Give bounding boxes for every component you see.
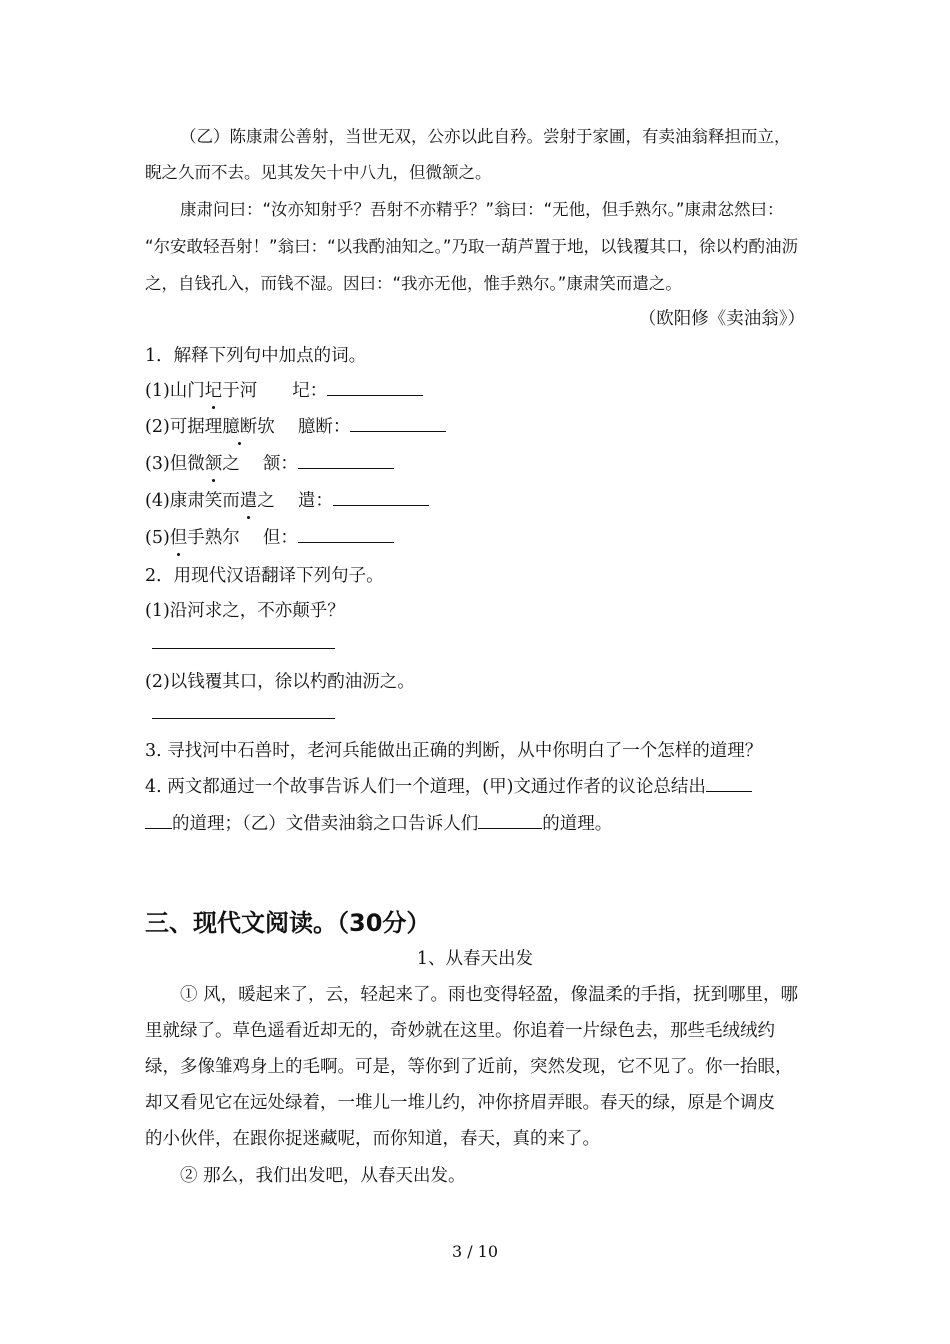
q1-item-4-pre: (4)康肃笑而 (145, 491, 240, 511)
yi-passage-line-4: “尔安敢轻吾射！”翁曰：“以我酌油知之。”乃取一葫芦置于地，以钱覆其口，徐以杓酌油沥 (145, 237, 798, 256)
yi-source: （欧阳修《卖油翁》） (638, 309, 805, 329)
article-p1-line-3: 绿，多像雏鸡身上的毛啊。可是，等你到了近前，突然发现，它不见了。你一抬眼， (145, 1057, 793, 1077)
q1-item-2 (145, 413, 446, 438)
page-number: 3 / 10 (451, 1242, 499, 1261)
yi-passage-line-5: 之，自钱孔入，而钱不湿。因曰：“我亦无他，惟手熟尔。”康肃笑而遣之。 (145, 274, 682, 293)
q1-item-4 (145, 487, 429, 512)
article-p2: ② 那么，我们出发吧，从春天出发。 (180, 1166, 466, 1186)
q2-sentence-2: (2)以钱覆其口，徐以杓酌油沥之。 (145, 672, 415, 692)
q1-item-3-dotted-word: 颔 (205, 450, 223, 475)
q1-item-4-dotted-word: 遣 (240, 487, 258, 512)
q2-sentence-1: (1)沿河求之，不亦颠乎？ (145, 601, 345, 621)
yi-passage-line-3: 康肃问曰：“汝亦知射乎？吾射不亦精乎？”翁曰：“无他，但手熟尔。”康肃忿然曰： (180, 200, 784, 219)
article-p1-line-1: ① 风，暖起来了，云，轻起来了。雨也变得轻盈，像温柔的手指，抚到哪里，哪 (180, 985, 799, 1005)
q3-text: 3. 寻找河中石兽时，老河兵能做出正确的判断，从中你明白了一个怎样的道理？ (145, 741, 763, 761)
q4-line-1-text: 4. 两文都通过一个故事告诉人们一个道理，(甲)文通过作者的议论总结出 (145, 777, 706, 797)
q1-item-1-post: 于河 圮： (222, 381, 328, 401)
q4-line-2-end: 的道理。 (542, 814, 613, 834)
q1-item-3-post: 之 颔： (222, 454, 298, 474)
q2-answer-line-2[interactable] (152, 718, 335, 719)
q1-item-2-dotted-word: 臆断 (222, 413, 257, 438)
yi-passage-line-1: （乙）陈康肃公善射，当世无双，公亦以此自矜。尝射于家圃，有卖油翁释担而立， (180, 127, 791, 146)
q1-item-3 (145, 450, 394, 475)
q1-title: 1．解释下列句中加点的词。 (145, 346, 367, 366)
article-p1-line-4: 却又看见它在远处绿着，一堆儿一堆儿约，冲你挤眉弄眼。春天的绿，原是个调皮 (145, 1093, 775, 1113)
q1-item-4-post: 之 遣： (257, 491, 333, 511)
q4-line-1 (145, 773, 752, 798)
q2-answer-line-1[interactable] (152, 648, 335, 649)
article-p1-line-2: 里就绿了。草色遥看近却无的，奇妙就在这里。你追着一片绿色去，那些毛绒绒约 (145, 1021, 775, 1041)
q4-blank-2[interactable] (478, 810, 542, 829)
section-3-heading: 三、现代文阅读。（30分） (145, 909, 431, 937)
q2-title: 2．用现代汉语翻译下列句子。 (145, 566, 384, 586)
q1-item-5 (145, 524, 394, 549)
q1-item-1 (145, 377, 423, 402)
q1-item-1-pre: (1)山门 (145, 381, 205, 401)
q1-item-3-pre: (3)但微 (145, 454, 205, 474)
q1-item-5-dotted-word: 但 (170, 524, 188, 549)
q1-item-5-blank[interactable] (298, 524, 394, 543)
q1-item-5-pre: (5) (145, 528, 170, 548)
q4-blank-1a[interactable] (706, 773, 752, 792)
article-p1-line-5: 的小伙伴，在跟你捉迷藏呢，而你知道，春天，真的来了。 (145, 1129, 600, 1149)
q1-item-1-dotted-word: 圮 (205, 377, 223, 402)
q4-line-2 (145, 810, 612, 835)
q1-item-1-blank[interactable] (327, 377, 423, 396)
q1-item-5-post: 手熟尔 但： (187, 528, 298, 548)
yi-passage-line-2: 睨之久而不去。见其发矢十中八九，但微颔之。 (145, 163, 492, 182)
q1-item-3-blank[interactable] (298, 450, 394, 469)
article-title: 1、从春天出发 (416, 949, 534, 969)
q1-item-4-blank[interactable] (333, 487, 429, 506)
q4-line-2-text: 的道理；（乙）文借卖油翁之口告诉人们 (172, 814, 479, 834)
q1-item-2-post: 欤 臆断： (257, 417, 351, 437)
q1-item-2-blank[interactable] (350, 413, 446, 432)
q4-blank-1b[interactable] (145, 810, 172, 829)
q1-item-2-pre: (2)可据理 (145, 417, 223, 437)
